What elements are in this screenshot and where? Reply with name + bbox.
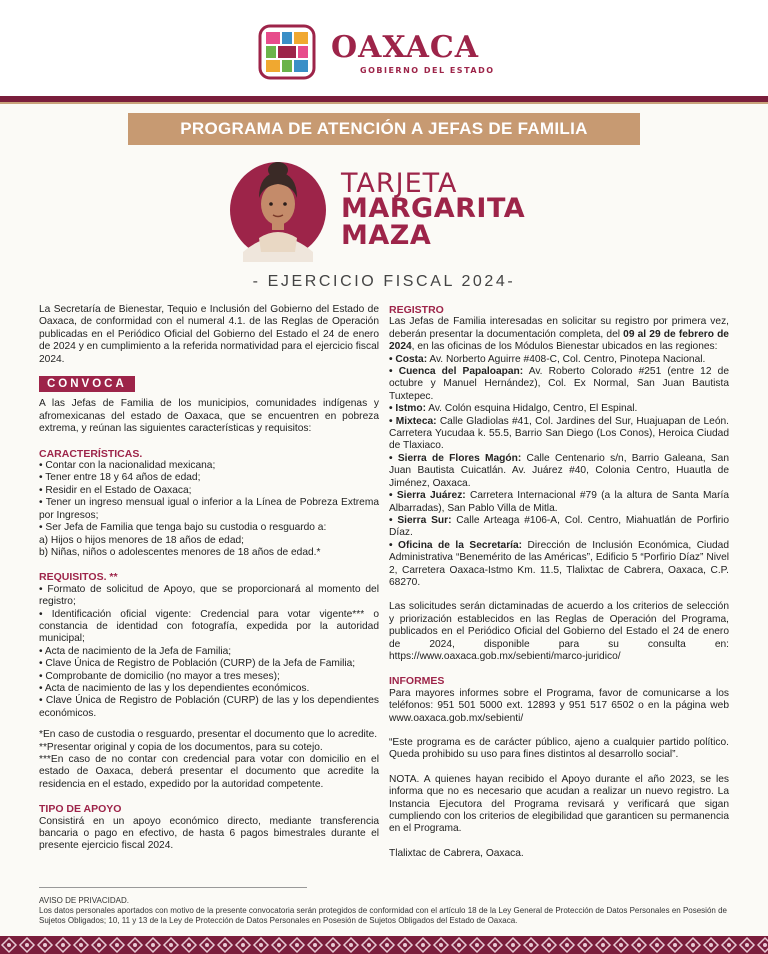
caracteristicas-title: CARACTERÍSTICAS. [39,447,143,460]
list-item: • Clave Única de Registro de Población (CURP) de la Jefa de Familia; [39,658,356,670]
header [0,0,768,96]
card-title-line-1: TARJETA [341,168,458,199]
privacy-title: AVISO DE PRIVACIDAD. [39,896,129,905]
fiscal-year: - EJERCICIO FISCAL 2024- [252,273,516,290]
convoca-text: A las Jefas de Familia de los municipios, comunidades indígenas y afromexicanas del estado de Oaxaca, que se encuentren en pobreza extrema, y reúnan las siguientes características y requisitos: [39,398,379,435]
list-item: • Cuenca del Papaloapan: Av. Roberto Colorado #251 (entre 12 de octubre y Manuel Hernández), Col. Ex Normal, San Juan Bautista Tuxtepec. [389,366,729,402]
list-item: • Mixteca: Calle Gladiolas #41, Col. Jardines del Sur, Huajuapan de León. Carretera Yucudaa k. 55.5, Barrio San Diego (Los Conos), Heroica Ciudad de Tlaxiaco. [389,415,729,452]
list-item: • Tener entre 18 y 64 años de edad; [39,472,201,484]
intro-text: La Secretaría de Bienestar, Tequio e Inclusión del Gobierno del Estado de Oaxaca, de conformidad con el numeral 4.1. de las Reglas de Operación publicadas en el Periódico Oficial del Gobierno del Estado el 24 de enero de 2024 y en cumplimiento a la referida normatividad para el ejercicio fiscal 2024. [39,304,379,365]
divider [39,887,307,888]
nota-text: NOTA. A quienes hayan recibido el Apoyo durante el año 2023, se les informa que no es necesario que acudan a realizar un nuevo registro. La Instancia Ejecutora del Programa revisará y verificará que sigan cumpliendo con los criterios de elegibilidad que garanticen su permanencia en el Programa. [389,773,729,835]
list-item: • Acta de nacimiento de la Jefa de Familia; [39,645,232,657]
list-item: • Acta de nacimiento de las y los dependientes económicos. [39,682,310,694]
privacy-notice [39,896,739,926]
tipo-apoyo-title: TIPO DE APOYO [39,803,122,816]
tipo-apoyo-text: Consistirá en un apoyo económico directo, mediante transferencia bancaria o pago en efectivo, de hasta 6 pagos bimestrales durante el presente ejercicio fiscal 2024. [39,815,379,852]
card-title-line-3: MAZA [341,220,432,251]
informes-text: Para mayores informes sobre el Programa, favor de comunicarse a los teléfonos: 951 501 5000 ext. 12893 y 951 517 6502 o en la página web www.oaxaca.gob.mx/sebienti/ [389,687,729,724]
logo-name: OAXACA [331,30,480,65]
footer-pattern-band [0,936,768,954]
public-notice: “Este programa es de carácter público, ajeno a cualquier partido político. Queda prohibido su uso para fines distintos al desarrollo social”. [389,737,729,761]
list-item: • Comprobante de domicilio (no mayor a tres meses); [39,670,280,682]
program-title: PROGRAMA DE ATENCIÓN A JEFAS DE FAMILIA [128,113,640,145]
list-item: • Sierra de Flores Magón: Calle Centenario s/n, Barrio Galeana, San Juan Bautista Cuicatlán. Av. Juárez #40, Colonia Centro, Huautla de Jiménez, Oaxaca. [389,452,730,489]
list-item: • Contar con la nacionalidad mexicana; [39,460,216,472]
list-item: • Sierra Juárez: Carretera Internacional #79 (a la altura de Santa María Albarradas), San Pablo Villa de Mitla. [389,490,729,514]
list-item: • Clave Única de Registro de Población (CURP) de las y los dependientes económicos. [39,695,379,719]
left-column [39,304,379,853]
margarita-maza-portrait-icon [229,152,327,262]
footnote: **Presentar original y copia de los documentos, para su cotejo. [39,741,323,753]
logo-subtitle: GOBIERNO DEL ESTADO [360,66,495,75]
list-item: • Tener un ingreso mensual igual o inferior a la Línea de Pobreza Extrema por Ingresos; [39,497,379,521]
dictamen-text: Las solicitudes serán dictaminadas de acuerdo a los criterios de selección y priorización establecidos en las Reglas de Operación del Programa, publicados en el Periódico Oficial del Gobierno del Estado el 24 de enero de 2024, disponible para su consulta en: https://www.oaxaca.gob.mx/sebienti/marco-juridico/ [389,601,729,662]
list-item: a) Hijos o hijos menores de 18 años de edad; [39,534,245,546]
list-item: • Sierra Sur: Calle Arteaga #106-A, Col. Centro, Miahuatlán de Porfirio Díaz. [389,514,729,539]
list-item: • Residir en el Estado de Oaxaca; [39,484,192,496]
list-item: • Identificación oficial vigente: Credencial para votar vigente*** o constancia de identidad con fotografía, expedida por la autoridad municipal; [39,608,379,645]
convoca-badge: CONVOCA [39,376,135,392]
registro-title: REGISTRO [389,304,444,316]
card-title-line-2: MARGARITA [341,193,526,224]
registro-text: Las Jefas de Familia interesadas en solicitar su registro por primera vez, deberán presentar la documentación completa, del 09 al 29 de febrero de 2024, en las oficinas de los Módulos Bienestar ubicados en las regiones: [389,316,729,353]
regions-list [389,354,729,590]
oaxaca-logo-icon [258,24,316,80]
footnote: ***En caso de no contar con credencial para votar con domicilio en el estado de Oaxaca, deberá presentar el documento que acredite la residencia en el estado, expedido por la autoridad competente. [39,754,379,790]
list-item: b) Niñas, niños o adolescentes menores de 18 años de edad.* [39,546,321,558]
caracteristicas-list [39,460,379,559]
list-item: • Ser Jefa de Familia que tenga bajo su custodia o resguardo a: [39,522,327,534]
informes-title: INFORMES [389,675,445,688]
footer-pattern-icon [0,936,768,954]
registro-dates: 09 al 29 de febrero de 2024 [389,328,729,353]
requisitos-title: REQUISITOS. ** [39,571,118,584]
right-column [389,304,729,860]
privacy-text: Los datos personales aportados con motivo de la presente convocatoria serán protegidos de conformidad con el artículo 18 de la Ley General de Protección de Datos Personales en Posesión de Sujetos Obligados; 10, 11 y 13 de la Ley de Protección de Datos Personales en Posesión de Sujetos Obligados del Estado de Oaxaca. [39,906,727,925]
place-line: Tlalixtac de Cabrera, Oaxaca. [389,847,524,859]
list-item: • Formato de solicitud de Apoyo, que se proporcionará al momento del registro; [39,583,379,608]
list-item: • Costa: Av. Norberto Aguirre #408-C, Col. Centro, Pinotepa Nacional. [389,353,706,365]
top-band-accent [0,102,768,104]
list-item: • Istmo: Av. Colón esquina Hidalgo, Centro, El Espinal. [389,403,638,415]
footnote: *En caso de custodia o resguardo, presentar el documento que lo acredite. [39,729,378,741]
list-item: • Oficina de la Secretaría: Dirección de Inclusión Económica, Ciudad Administrativa “Benemérito de las Américas”, Edificio 5 “Porfirio Díaz” Nivel 2, Carretera Oaxaca-Istmo Km. 11.5, Tlalixtac de Cabrera, Oaxaca, C.P. 68270. [389,539,729,588]
requisitos-list [39,584,379,720]
